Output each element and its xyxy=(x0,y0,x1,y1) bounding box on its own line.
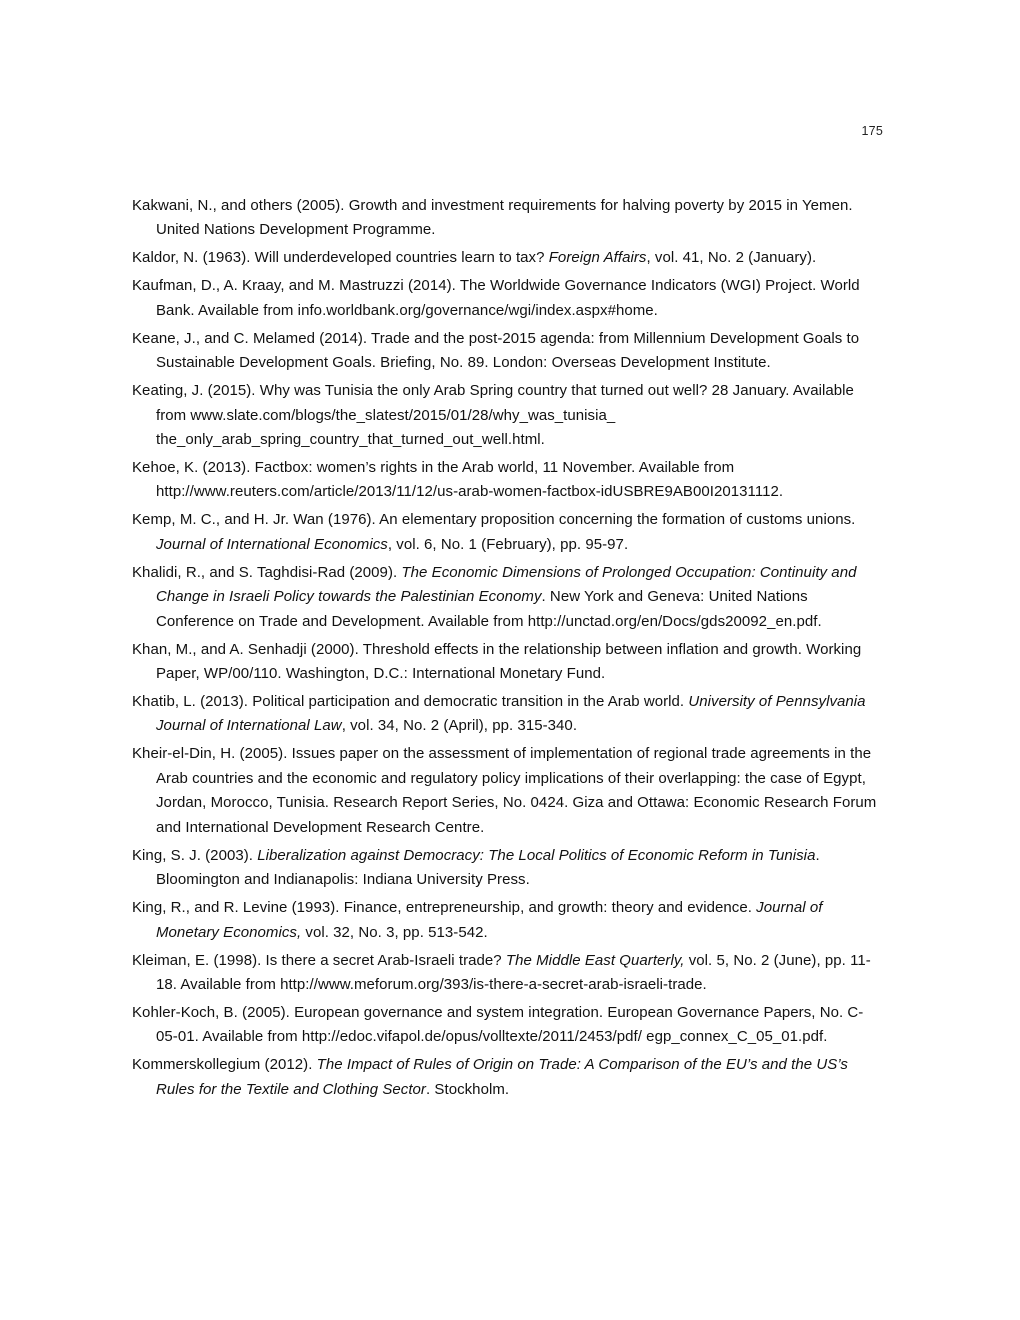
reference-title-italic: Foreign Affairs xyxy=(548,249,647,267)
reference-title-italic: Journal of International Economics xyxy=(156,535,388,553)
reference-entry xyxy=(132,896,884,945)
reference-entry xyxy=(132,949,884,998)
reference-text: Keane, J., and C. Melamed (2014). Trade and the post-2015 agenda: from Millennium Development Goals to Sustainable Development Goals. Briefing, No. 89. London: Overseas Development Institute. xyxy=(132,329,860,372)
reference-text: Kaufman, D., A. Kraay, and M. Mastruzzi (2014). The Worldwide Governance Indicators (WGI) Project. World Bank. Available from info.worldbank.org/governance/wgi/index.aspx#home. xyxy=(132,277,860,319)
reference-text: . Stockholm. xyxy=(425,1080,510,1098)
reference-entry xyxy=(132,1053,884,1102)
reference-text: King, S. J. (2003). xyxy=(132,846,258,864)
reference-text: Kheir-el-Din, H. (2005). Issues paper on the assessment of implementation of regional trade agreements in the Arab countries and the economic and regulatory policy implications of their overlapping: the case of Egypt, Jordan, Morocco, Tunisia. Research Report Series, No. 0424. Giza and Ottawa: Economic Research Forum and International Development Research Centre. xyxy=(132,745,877,836)
reference-text: Kehoe, K. (2013). Factbox: women’s rights in the Arab world, 11 November. Available from http://www.reuters.com/article/2013/11/12/us-arab-women-factbox-idUSBRE9AB00I20131112. xyxy=(132,459,784,501)
reference-entry xyxy=(132,561,884,634)
reference-entry xyxy=(132,1001,884,1050)
reference-entry xyxy=(132,194,884,243)
reference-entry xyxy=(132,327,884,376)
reference-title-italic: Liberalization against Democracy: The Local Politics of Economic Reform in Tunisia xyxy=(257,846,816,864)
reference-title-italic: Journal of Monetary Economics, xyxy=(156,899,823,941)
reference-text: Kommerskollegium (2012). xyxy=(132,1056,317,1074)
reference-entry xyxy=(132,274,884,323)
reference-text: . Bloomington and Indianapolis: Indiana University Press. xyxy=(156,846,820,889)
reference-entry xyxy=(132,456,884,505)
reference-text: Khan, M., and A. Senhadji (2000). Threshold effects in the relationship between inflation and growth. Working Paper, WP/00/110. Washington, D.C.: International Monetary Fund. xyxy=(132,640,862,683)
reference-text: , vol. 41, No. 2 (January). xyxy=(646,249,817,267)
reference-list xyxy=(132,194,884,1106)
reference-title-italic: University of Pennsylvania Journal of International Law xyxy=(156,693,866,735)
reference-text: . New York and Geneva: United Nations Conference on Trade and Development. Available from http://unctad.org/en/Docs/gds20092_en.pdf. xyxy=(156,588,822,630)
reference-text: Khatib, L. (2013). Political participation and democratic transition in the Arab world. xyxy=(132,693,689,711)
reference-text: Keating, J. (2015). Why was Tunisia the only Arab Spring country that turned out well? 28 January. Available from www.slate.com/blogs/the_slatest/2015/01/28/why_was_tunisia_ the_only_arab_spring_country_that_turned_out_well.html. xyxy=(132,382,854,449)
reference-entry xyxy=(132,638,884,687)
reference-entry xyxy=(132,508,884,557)
page-number: 175 xyxy=(861,124,883,138)
reference-text: Kohler-Koch, B. (2005). European governance and system integration. European Governance Papers, No. C-05-01. Available from http://edoc.vifapol.de/opus/volltexte/2011/2453/pdf/ egp_connex_C_05_01.pdf. xyxy=(132,1003,864,1046)
reference-text: , vol. 6, No. 1 (February), pp. 95-97. xyxy=(387,535,629,553)
reference-entry xyxy=(132,690,884,739)
reference-text: Kakwani, N., and others (2005). Growth and investment requirements for halving poverty by 2015 in Yemen. United Nations Development Programme. xyxy=(132,197,853,239)
reference-entry xyxy=(132,246,884,270)
reference-entry xyxy=(132,742,884,840)
reference-title-italic: The Economic Dimensions of Prolonged Occupation: Continuity and Change in Israeli Policy towards the Palestinian Economy xyxy=(156,563,857,606)
reference-entry xyxy=(132,844,884,893)
reference-text: vol. 32, No. 3, pp. 513-542. xyxy=(301,923,488,941)
reference-text: Kemp, M. C., and H. Jr. Wan (1976). An elementary proposition concerning the formation of customs unions. xyxy=(132,511,856,529)
reference-entry xyxy=(132,379,884,452)
reference-text: King, R., and R. Levine (1993). Finance, entrepreneurship, and growth: theory and evidence. xyxy=(132,899,757,917)
reference-text: Kleiman, E. (1998). Is there a secret Arab-Israeli trade? xyxy=(132,951,506,969)
reference-text: vol. 5, No. 2 (June), pp. 11-18. Available from http://www.meforum.org/393/is-there-a-secret-arab-israeli-trade. xyxy=(156,951,871,993)
reference-title-italic: The Impact of Rules of Origin on Trade: A Comparison of the EU’s and the US’s Rules for the Textile and Clothing Sector xyxy=(156,1056,848,1098)
reference-text: Kaldor, N. (1963). Will underdeveloped countries learn to tax? xyxy=(132,249,549,267)
reference-title-italic: The Middle East Quarterly, xyxy=(505,951,685,969)
reference-text: Khalidi, R., and S. Taghdisi-Rad (2009). xyxy=(132,563,402,581)
reference-text: , vol. 34, No. 2 (April), pp. 315-340. xyxy=(341,717,578,735)
